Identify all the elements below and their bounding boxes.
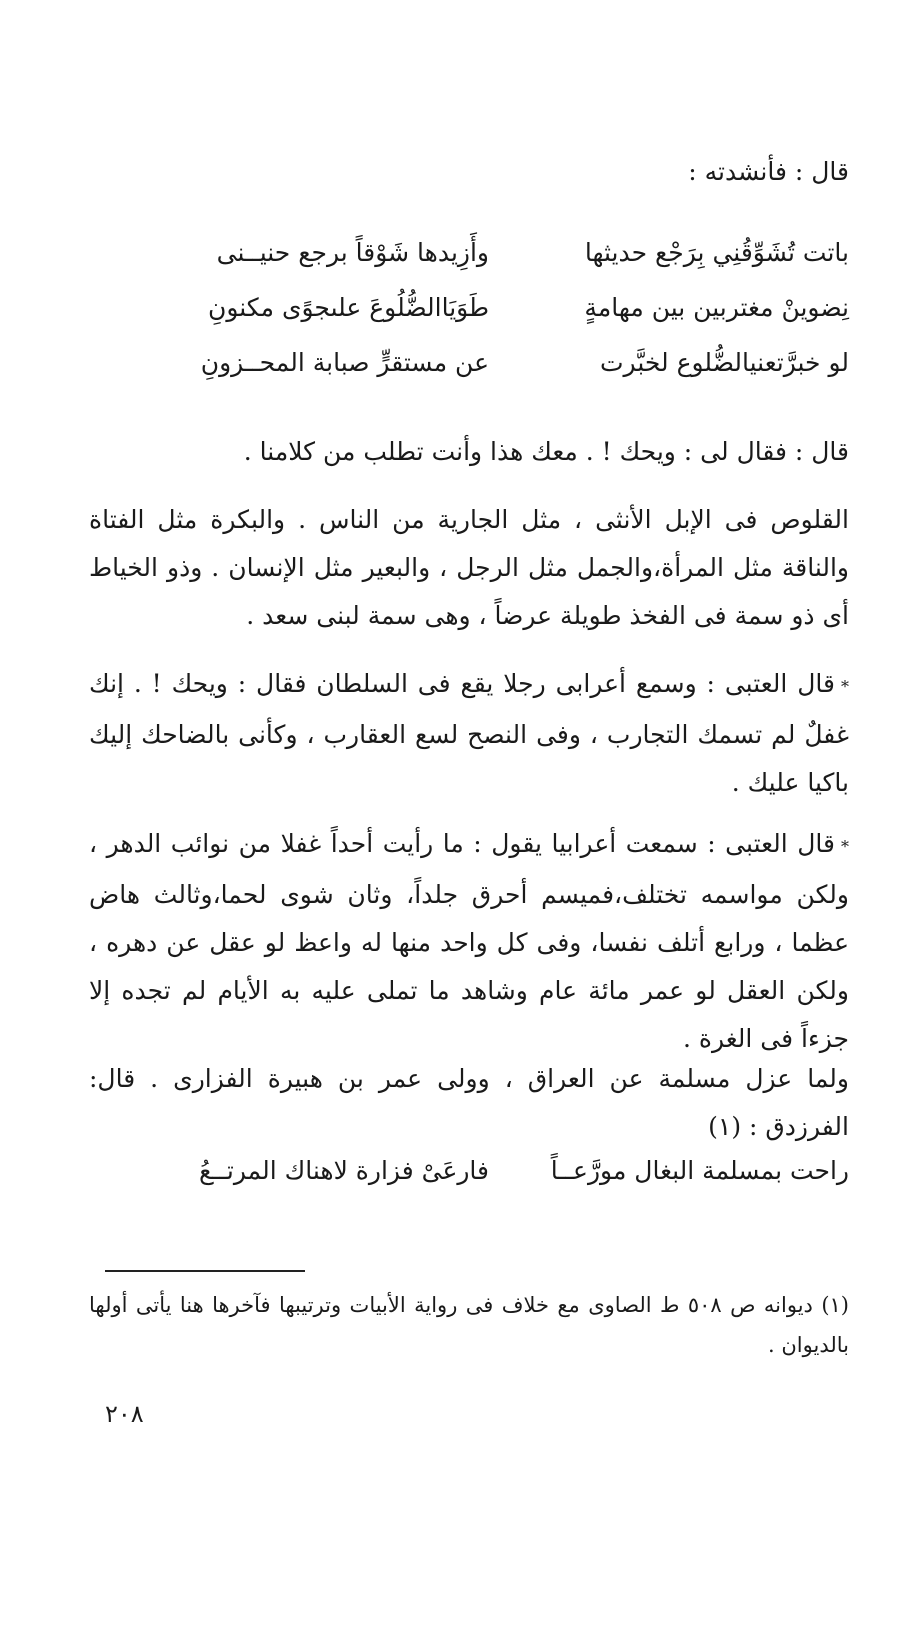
poem-verses <box>89 225 849 390</box>
asterisk-mark: * <box>841 677 849 696</box>
verse-1-second-hemistich: وأَزِيدها شَوْقاً برجع حنيــنى <box>216 238 489 267</box>
after-verse-line: قال : فقال لى : ويحك ! . معك هذا وأنت تطلب من كلامنا . <box>243 437 849 466</box>
verse-2 <box>89 280 849 335</box>
paragraph-maslama: ولما عزل مسلمة عن العراق ، وولى عمر بن هبيرة الفزارى . قال: الفرزدق : (١) <box>89 1064 849 1141</box>
farazdaq-second-hemistich: فارعَىْ فزارة لاهناك المرتــعُ <box>198 1155 489 1185</box>
verse-1 <box>89 225 849 280</box>
paragraph-atabi-2 <box>89 820 849 1063</box>
verse-2-first-hemistich: نِضوينْ مغتربين بين مهامةٍ <box>584 293 849 322</box>
footnote: (١) ديوانه ص ٥٠٨ ط الصاوى مع خلاف فى رواية الأبيات وترتيبها فآخرها هنا يأتى أولها بالديوان . <box>89 1293 849 1357</box>
verse-2-second-hemistich: طَوَيَاالضُّلُوعَ علىجوًى مكنونِ <box>207 293 489 322</box>
paragraph-atabi-1 <box>89 660 849 807</box>
verse-3-second-hemistich: عن مستقرٍّ صبابة المحــزونِ <box>200 348 489 377</box>
page-number: ٢٠٨ <box>105 1400 144 1428</box>
asterisk-mark: * <box>841 837 849 856</box>
paragraph-qalus: القلوص فى الإبل الأنثى ، مثل الجارية من الناس . والبكرة مثل الفتاة والناقة مثل المرأة،والجمل مثل الرجل ، والبعير مثل الإنسان . وذو الخياط أى ذو سمة فى الفخذ طويلة عرضاً ، وهى سمة لبنى سعد . <box>89 505 849 630</box>
verse-3-first-hemistich: لو خبرَّتعنيالضُّلوع لخبَّرت <box>600 348 849 377</box>
verse-3 <box>89 335 849 390</box>
footnote-divider <box>105 1270 305 1272</box>
intro-line: قال : فأنشدته : <box>688 157 849 186</box>
paragraph-atabi-1-text: قال العتبى : وسمع أعرابى رجلا يقع فى السلطان فقال : ويحك ! . إنك غفلٌ لم تسمك التجارب ، وفى النصح لسع العقارب ، وكأنى بالضاحك إليك باكيا عليك . <box>89 669 849 797</box>
farazdaq-first-hemistich: راحت بمسلمة البغال مورَّعــاً <box>550 1155 849 1185</box>
paragraph-atabi-2-text: قال العتبى : سمعت أعرابيا يقول : ما رأيت أحداً غفلا من نوائب الدهر ، ولكن مواسمه تختلف،فميسم أحرق جلداً، وثان شوى لحما،وثالث هاض عظما ، ورابع أتلف نفسا، وفى كل واحد منها له واعظ لو عقل عن دهره ، ولكن العقل لو عمر مائة عام وشاهد ما تملى عليه به الأيام لم تجده إلا جزءاً فى الغرة . <box>89 829 849 1053</box>
verse-1-first-hemistich: باتت تُشَوِّقُنِي بِرَجْع حديثها <box>584 238 849 267</box>
farazdaq-verse <box>89 1140 849 1200</box>
